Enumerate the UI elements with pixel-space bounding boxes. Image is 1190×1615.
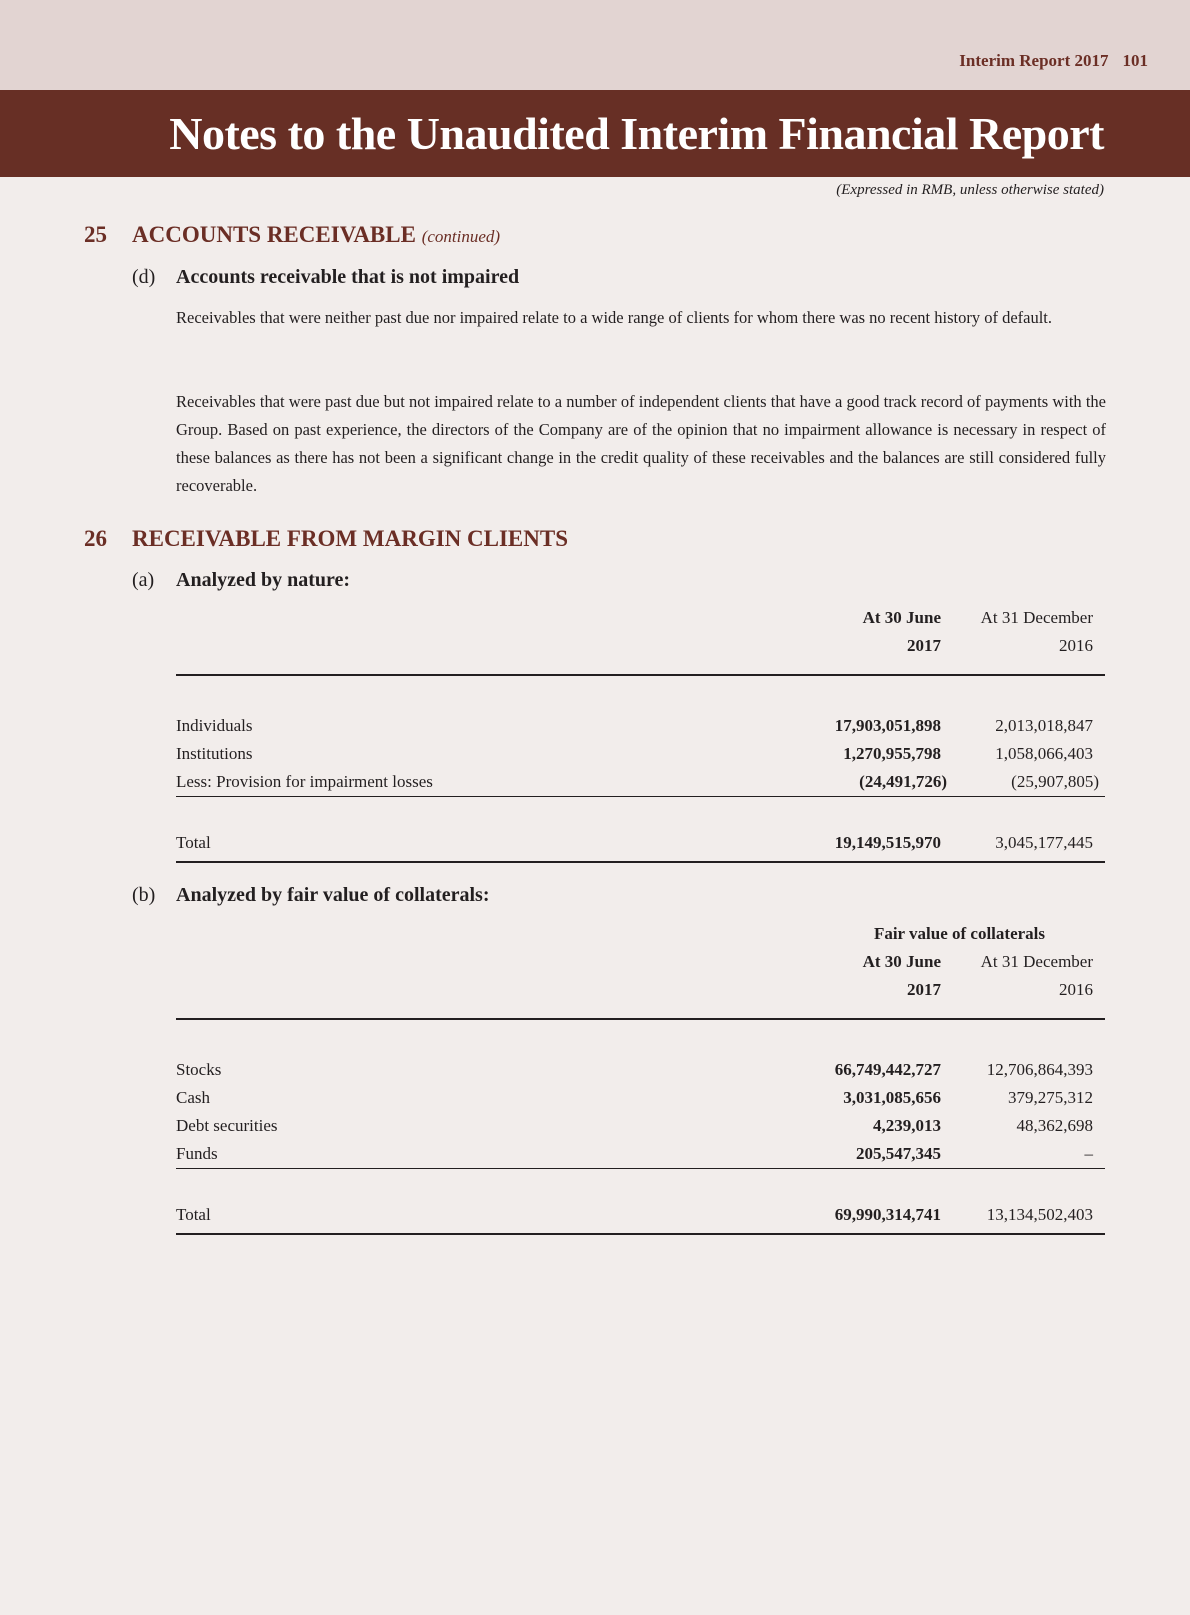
value-2016: – (1084, 1144, 1093, 1163)
currency-note: (Expressed in RMB, unless otherwise stated) (836, 182, 1104, 198)
continued-label: (continued) (421, 227, 501, 246)
subsection-d-heading (132, 266, 519, 289)
value-2017: 1,270,955,798 (843, 744, 941, 763)
section-number: 25 (84, 222, 107, 247)
value-2017: 69,990,314,741 (834, 1205, 941, 1224)
col-2016-label: At 31 December (980, 952, 1093, 971)
collateral-table (176, 924, 1105, 1235)
row-label: Cash (176, 1088, 210, 1107)
col-2016-year: 2016 (1059, 980, 1093, 999)
value-2016: 2,013,018,847 (995, 716, 1093, 735)
fair-value-caption: Fair value of collaterals (873, 924, 1045, 943)
table-row (176, 712, 1105, 740)
subsection-title: Analyzed by fair value of collaterals: (176, 884, 490, 906)
table-row (176, 1056, 1105, 1084)
table-row (176, 1112, 1105, 1140)
report-name: Interim Report 2017 (959, 51, 1109, 70)
section-25-heading (84, 222, 500, 248)
table-row (176, 1140, 1105, 1168)
paragraph-2: Receivables that were past due but not impaired relate to a number of independent clients that have a good track record of payments with the Group. Based on past experience, the directors of the Company are of the opinion that no impairment allowance is necessary in respect of these balances as there has not been a significant change in the credit quality of these receivables and the balances are still considered fully recoverable. (176, 392, 1106, 495)
value-2016: 379,275,312 (1008, 1088, 1093, 1107)
subsection-letter: (a) (132, 569, 155, 591)
section-number: 26 (84, 526, 107, 551)
col-2017-label: At 30 June (862, 952, 941, 971)
row-label: Institutions (176, 744, 253, 763)
value-2016: 3,045,177,445 (995, 833, 1093, 852)
subsection-a-heading (132, 569, 350, 592)
running-head (959, 51, 1148, 71)
subsection-b-heading (132, 884, 489, 907)
table-row (176, 1084, 1105, 1112)
value-2017: (24,491,726) (859, 772, 947, 791)
divider (176, 1233, 1105, 1235)
page-number: 101 (1122, 51, 1148, 70)
value-2017: 205,547,345 (856, 1144, 941, 1163)
table-header-row (176, 952, 1105, 980)
value-2017: 66,749,442,727 (834, 1060, 941, 1079)
value-2017: 4,239,013 (873, 1116, 941, 1135)
row-label: Debt securities (176, 1116, 278, 1135)
table-header-row (176, 924, 1105, 952)
table-header-row (176, 608, 1105, 636)
col-2017-year: 2017 (907, 980, 941, 999)
top-band (0, 0, 1190, 90)
col-2017-year: 2017 (907, 636, 941, 655)
col-2017-label: At 30 June (862, 608, 941, 627)
table-row (176, 768, 1105, 796)
value-2016: (25,907,805) (1011, 772, 1099, 791)
row-label: Stocks (176, 1060, 222, 1079)
value-2017: 17,903,051,898 (834, 716, 941, 735)
subsection-letter: (b) (132, 884, 156, 906)
total-row (176, 1201, 1105, 1229)
subsection-title: Analyzed by nature: (176, 569, 351, 591)
nature-table (176, 608, 1105, 863)
row-label: Total (176, 833, 211, 852)
value-2016: 48,362,698 (1016, 1116, 1093, 1135)
col-2016-label: At 31 December (980, 608, 1093, 627)
row-label: Less: Provision for impairment losses (176, 772, 433, 791)
row-label: Total (176, 1205, 211, 1224)
value-2016: 12,706,864,393 (986, 1060, 1093, 1079)
section-title: ACCOUNTS RECEIVABLE (132, 222, 416, 247)
col-2016-year: 2016 (1059, 636, 1093, 655)
page-title: Notes to the Unaudited Interim Financial Report (169, 108, 1104, 159)
section-26-heading (84, 526, 568, 552)
value-2016: 13,134,502,403 (986, 1205, 1093, 1224)
row-label: Individuals (176, 716, 253, 735)
subsection-title: Accounts receivable that is not impaired (176, 266, 520, 288)
table-header-row (176, 980, 1105, 1008)
subsection-letter: (d) (132, 266, 156, 288)
divider (176, 861, 1105, 863)
value-2016: 1,058,066,403 (995, 744, 1093, 763)
table-row (176, 740, 1105, 768)
table-header-row (176, 636, 1105, 664)
paragraph-1: Receivables that were neither past due nor impaired relate to a wide range of clients for whom there was no recent history of default. (176, 308, 1052, 327)
total-row (176, 829, 1105, 857)
row-label: Funds (176, 1144, 218, 1163)
value-2017: 19,149,515,970 (834, 833, 941, 852)
section-title: RECEIVABLE FROM MARGIN CLIENTS (132, 526, 569, 551)
value-2017: 3,031,085,656 (843, 1088, 941, 1107)
